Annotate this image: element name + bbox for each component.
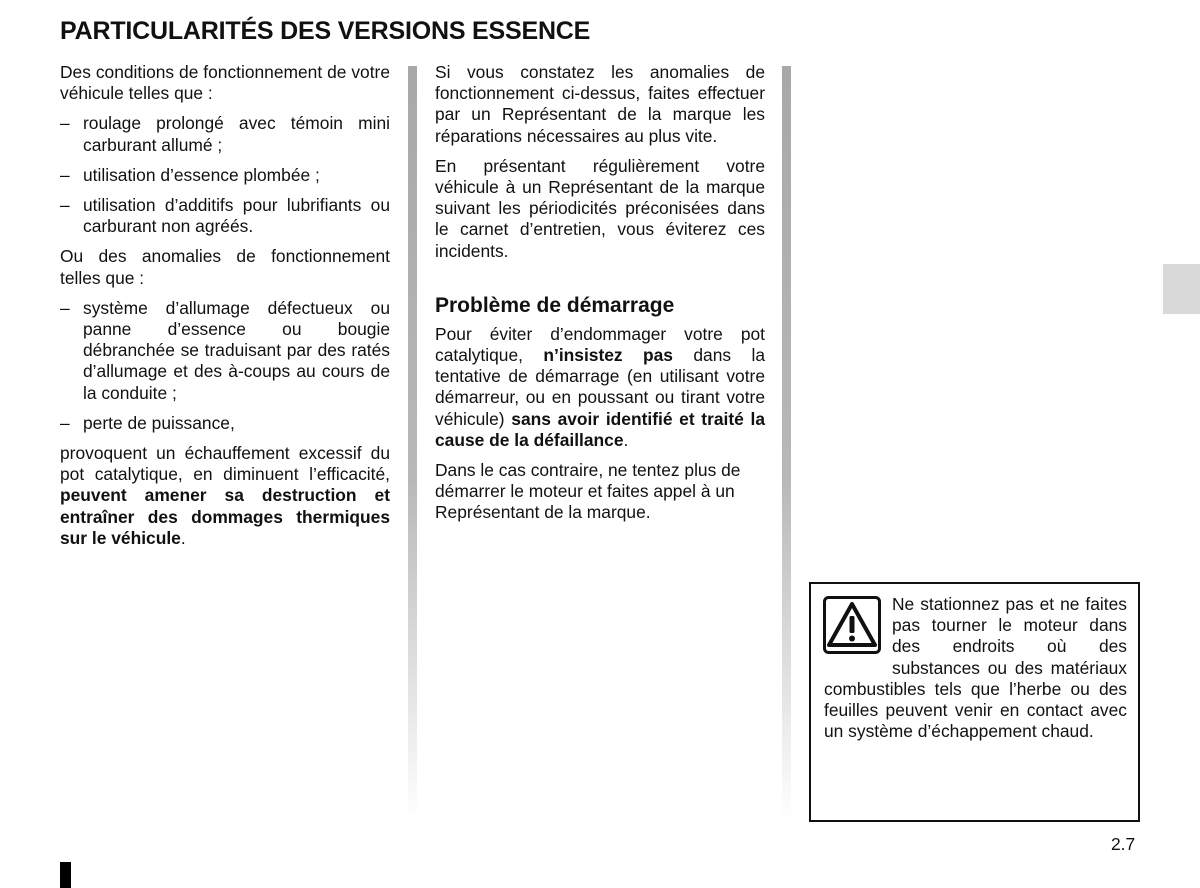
contrary-case-paragraph: Dans le cas contraire, ne tentez plus de démarrer le moteur et faites appel à un Représentant de la marque. [435, 460, 741, 523]
consequence-bold: peuvent amener sa destruction et entraîner des dommages thermiques sur le véhicule [60, 485, 390, 548]
column-separator [408, 66, 417, 820]
condition-item: – utilisation d’essence plombée ; [60, 164, 320, 185]
starting-problem-paragraph: Pour éviter d’endommager votre pot catalytique, n’insistez pas dans la tentative de démarrage (en utilisant votre démarreur, ou en poussant ou tirant votre véhicule) sans avoir identifié et traité la cause de la défaillance. [435, 323, 765, 450]
consequence-paragraph: provoquent un échauffement excessif du pot catalytique, en diminuent l’efficacité, peuvent amener sa destruction et entraîner des dommages thermiques sur le véhicule. [60, 443, 390, 548]
maintenance-paragraph: En présentant régulièrement votre véhicule à un Représentant de la marque suivant les périodicités préconisées dans le carnet d’entretien, vous éviterez ces incidents. [435, 155, 765, 261]
left-column [60, 62, 390, 558]
anomaly-item: – perte de puissance, [60, 412, 235, 433]
conditions-intro: Des conditions de fonctionnement de votre véhicule telles que : [60, 62, 390, 104]
middle-column [435, 62, 765, 533]
column-separator [782, 66, 791, 820]
corner-mark [60, 862, 71, 888]
page-title: PARTICULARITÉS DES VERSIONS ESSENCE [60, 17, 591, 45]
repair-paragraph: Si vous constatez les anomalies de fonctionnement ci-dessus, faites effectuer par un Représentant de la marque les réparations nécessaires au plus vite. [435, 62, 765, 146]
warning-text: Ne stationnez pas et ne faites pas tourner le moteur dans des endroits où des substances ou des matériaux combustibles tels que l’herbe ou des feuilles peuvent venir en contact avec un système d’échappement chaud. [824, 594, 1127, 742]
section-heading: Problème de démarrage [435, 293, 675, 317]
section-tab [1163, 264, 1200, 314]
warning-box [809, 582, 1140, 822]
condition-item: – utilisation d’additifs pour lubrifiants ou carburant non agréés. [60, 195, 390, 237]
page-number: 2.7 [1111, 834, 1136, 854]
anomaly-item: – système d’allumage défectueux ou panne d’essence ou bougie débranchée se traduisant par des ratés d’allumage et des à-coups au cours de la conduite ; [60, 297, 390, 403]
anomalies-intro: Ou des anomalies de fonctionnement telles que : [60, 246, 390, 288]
condition-item: – roulage prolongé avec témoin mini carburant allumé ; [60, 113, 390, 155]
